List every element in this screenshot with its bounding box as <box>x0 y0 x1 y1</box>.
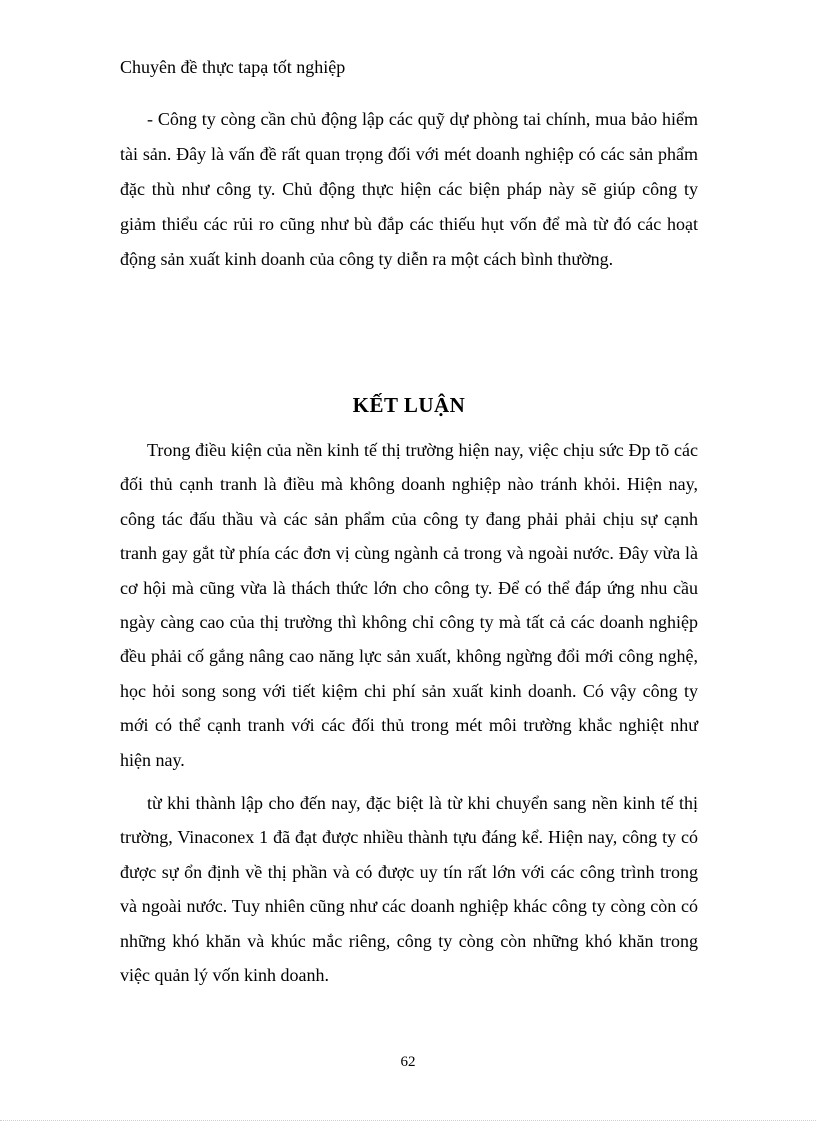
section-title-conclusion: KẾT LUẬN <box>352 393 466 417</box>
paragraph-insurance-reserves: - Công ty còng cần chủ động lập các quỹ dự phòng tai chính, mua bảo hiểm tài sản. Đây là vấn đề rất quan trọng đối với mét doanh nghiệp có các sản phẩm đặc thù như công ty. Chủ động thực hiện các biện pháp này sẽ giúp công ty giảm thiểu các rủi ro cũng như bù đắp các thiếu hụt vốn để mà từ đó các hoạt động sản xuất kinh doanh của công ty diễn ra một cách bình thường. <box>120 109 698 269</box>
paragraph-achievements: từ khi thành lập cho đến nay, đặc biệt là từ khi chuyển sang nền kinh tế thị trường, Vinaconex 1 đã đạt được nhiều thành tựu đáng kể. Hiện nay, công ty có được sự ổn định về thị phần và có được uy tín rất lớn với các công trình trong và ngoài nước. Tuy nhiên cũng như các doanh nghiệp khác công ty còng còn có những khó khăn và khúc mắc riêng, công ty còng còn những khó khăn trong việc quản lý vốn kinh doanh. <box>120 793 698 986</box>
page-number: 62 <box>400 1054 416 1070</box>
page-bottom-divider <box>0 1120 816 1121</box>
running-header: Chuyên đề thực tapạ tốt nghiệp <box>120 57 346 77</box>
paragraph-competition: Trong điều kiện của nền kinh tế thị trường hiện nay, việc chịu sức Ðp tõ các đối thủ cạnh tranh là điều mà không doanh nghiệp nào tránh khỏi. Hiện nay, công tác đấu thầu và các sản phẩm của công ty đang phải phải chịu sự cạnh tranh gay gắt từ phía các đơn vị cùng ngành cả trong và ngoài nước. Đây vừa là cơ hội mà cũng vừa là thách thức lớn cho công ty. Để có thể đáp ứng nhu cầu ngày càng cao của thị trường thì không chỉ công ty mà tất cả các doanh nghiệp đều phải cố gắng nâng cao năng lực sản xuất, không ngừng đổi mới công nghệ, học hỏi song song với tiết kiệm chi phí sản xuất kinh doanh. Có vậy công ty mới có thể cạnh tranh với các đối thủ trong mét môi trường khắc nghiệt như hiện nay. <box>120 440 698 770</box>
